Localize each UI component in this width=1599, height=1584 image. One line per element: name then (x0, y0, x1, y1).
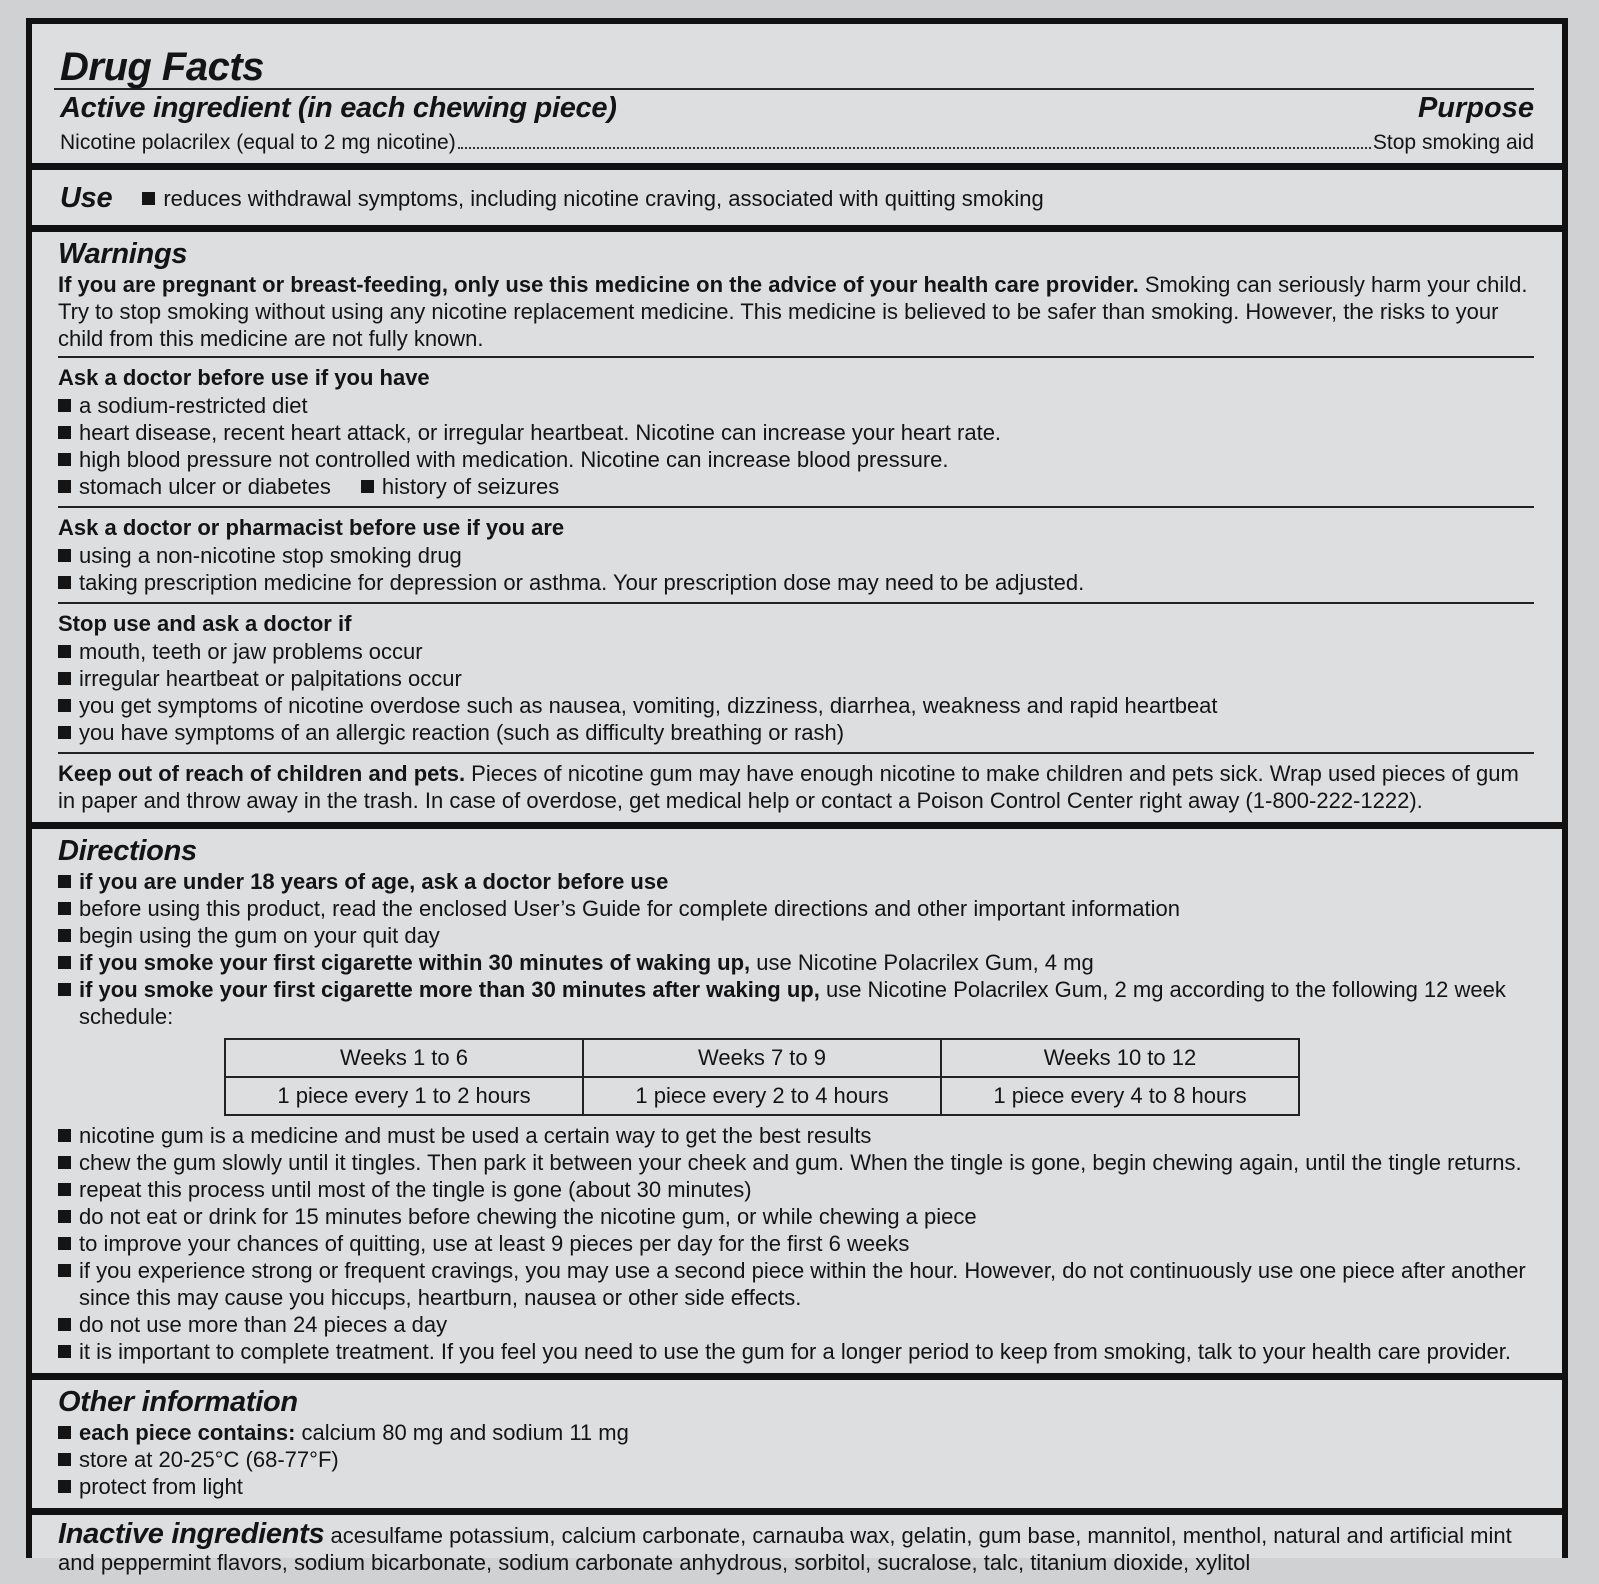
list-item (58, 1473, 1534, 1500)
list-item-text: if you experience strong or frequent cravings, you may use a second piece within the hour. However, do not continuously use one piece after another since this may cause you hiccups, heartburn, nausea or other side effects. (79, 1258, 1526, 1310)
list-item-text: it is important to complete treatment. If you feel you need to use the gum for a longer period to keep from smoking, talk to your health care provider. (79, 1339, 1511, 1364)
bullet-icon (58, 1264, 71, 1277)
table-header-cell: Weeks 1 to 6 (225, 1039, 583, 1077)
bullet-icon (58, 929, 71, 942)
ask-doctor-subsection (58, 358, 1534, 506)
list-item-text: to improve your chances of quitting, use at least 9 pieces per day for the first 6 weeks (79, 1231, 910, 1256)
bullet-icon (142, 192, 155, 205)
list-item-text: repeat this process until most of the tingle is gone (about 30 minutes) (79, 1177, 752, 1202)
list-item (58, 868, 1534, 895)
list-item-rest: use Nicotine Polacrilex Gum, 2 mg according to the following 12 week schedule: (79, 977, 1506, 1029)
warnings-section (54, 232, 1534, 822)
list-item (58, 446, 1534, 473)
bullet-icon (58, 1183, 71, 1196)
bullet-icon (58, 983, 71, 996)
table-row (225, 1077, 1299, 1115)
list-item (58, 692, 1534, 719)
list-item-text: begin using the gum on your quit day (79, 923, 440, 948)
bullet-icon (58, 1345, 71, 1358)
stop-use-subsection (58, 604, 1534, 752)
ingredient-name: Nicotine polacrilex (equal to 2 mg nicotine) (60, 131, 456, 154)
table-cell: 1 piece every 2 to 4 hours (583, 1077, 941, 1115)
list-item-bold: if you smoke your first cigarette more than 30 minutes after waking up, (79, 977, 820, 1002)
section-divider (32, 1373, 1562, 1380)
list-item-text: do not eat or drink for 15 minutes before chewing the nicotine gum, or while chewing a piece (79, 1204, 977, 1229)
pregnancy-warning-text: Smoking can seriously harm your child. Try to stop smoking without using any nicotine replacement medicine. This medicine is believed to be safer than smoking. However, the risks to your child from this medicine are not fully known. (58, 272, 1528, 351)
bullet-icon (58, 480, 71, 493)
list-item-text: protect from light (79, 1474, 243, 1499)
list-item-text: before using this product, read the enclosed User’s Guide for complete directions and other important information (79, 896, 1181, 921)
bullet-icon (58, 726, 71, 739)
bullet-icon (58, 453, 71, 466)
directions-heading: Directions (58, 835, 197, 867)
bullet-icon (58, 399, 71, 412)
active-ingredient-header (54, 90, 1534, 131)
list-item-text: chew the gum slowly until it tingles. Then park it between your cheek and gum. When the tingle is gone, begin chewing again, until the tingle returns. (79, 1150, 1522, 1175)
dosing-schedule-table (224, 1038, 1300, 1116)
list-item (58, 976, 1534, 1030)
pregnancy-warning (58, 271, 1534, 356)
bullet-icon (58, 956, 71, 969)
list-item-text: store at 20-25°C (68-77°F) (79, 1447, 339, 1472)
list-item (58, 1446, 1534, 1473)
keep-out-text: Pieces of nicotine gum may have enough nicotine to make children and pets sick. Wrap used pieces of gum in paper and throw away in the trash. In case of overdose, get medical help or contact a Poison Control Center right away (1-800-222-1222). (58, 761, 1519, 813)
list-item-text: a sodium-restricted diet (79, 393, 308, 418)
inline-list-item (58, 473, 331, 500)
bullet-icon (361, 480, 374, 493)
bullet-icon (58, 1426, 71, 1439)
warnings-heading: Warnings (58, 238, 188, 270)
list-item-text: using a non-nicotine stop smoking drug (79, 543, 462, 568)
list-item (58, 895, 1534, 922)
list-item (58, 419, 1534, 446)
leader-dots (458, 147, 1371, 149)
use-text: reduces withdrawal symptoms, including nicotine craving, associated with quitting smoking (163, 186, 1044, 211)
list-item-text: irregular heartbeat or palpitations occur (79, 666, 462, 691)
bullet-icon (58, 1237, 71, 1250)
list-item-text (79, 1419, 629, 1446)
bullet-icon (58, 426, 71, 439)
list-item (58, 1203, 1534, 1230)
list-item-rest: calcium 80 mg and sodium 11 mg (295, 1420, 629, 1445)
bullet-icon (58, 645, 71, 658)
section-divider (32, 163, 1562, 170)
active-ingredient-heading: Active ingredient (in each chewing piece) (60, 92, 617, 124)
directions-section (54, 829, 1534, 1373)
bullet-icon (58, 1210, 71, 1223)
inline-list-item (361, 473, 559, 500)
use-heading: Use (60, 182, 113, 214)
list-item (58, 949, 1534, 976)
bullet-icon (58, 875, 71, 888)
list-item-text (79, 976, 1534, 1030)
stop-use-heading: Stop use and ask a doctor if (58, 611, 352, 636)
bullet-icon (58, 576, 71, 589)
list-item-text: do not use more than 24 pieces a day (79, 1312, 448, 1337)
inactive-ingredients-section (54, 1515, 1534, 1584)
bullet-icon (58, 1453, 71, 1466)
other-information-heading: Other information (58, 1386, 298, 1418)
bullet-icon (58, 1129, 71, 1142)
list-item-text: mouth, teeth or jaw problems occur (79, 639, 423, 664)
list-item (58, 1419, 1534, 1446)
list-item (58, 473, 1534, 500)
list-item-text (79, 949, 1094, 976)
section-divider (32, 1508, 1562, 1515)
pregnancy-warning-bold: If you are pregnant or breast-feeding, only use this medicine on the advice of your health care provider. (58, 272, 1139, 297)
list-item-text: you get symptoms of nicotine overdose such as nausea, vomiting, dizziness, diarrhea, weakness and rapid heartbeat (79, 693, 1218, 718)
bullet-icon (58, 672, 71, 685)
section-divider (32, 822, 1562, 829)
bullet-icon (58, 1156, 71, 1169)
list-item (58, 542, 1534, 569)
table-header-cell: Weeks 7 to 9 (583, 1039, 941, 1077)
list-item-bold: each piece contains: (79, 1420, 296, 1445)
list-item (58, 719, 1534, 746)
ask-pharmacist-heading: Ask a doctor or pharmacist before use if you are (58, 515, 565, 540)
bullet-icon (58, 1480, 71, 1493)
list-item (58, 1311, 1534, 1338)
list-item-text: you have symptoms of an allergic reaction (such as difficulty breathing or rash) (79, 720, 845, 745)
list-item-text: nicotine gum is a medicine and must be used a certain way to get the best results (79, 1123, 872, 1148)
list-item-text: taking prescription medicine for depression or asthma. Your prescription dose may need to be adjusted. (79, 570, 1085, 595)
list-item-text: stomach ulcer or diabetes (79, 474, 331, 499)
list-item (58, 1176, 1534, 1203)
use-section (54, 170, 1534, 225)
bullet-icon (58, 549, 71, 562)
bullet-icon (58, 699, 71, 712)
list-item (58, 1149, 1534, 1176)
table-cell: 1 piece every 4 to 8 hours (941, 1077, 1299, 1115)
list-item-text: if you are under 18 years of age, ask a doctor before use (79, 869, 669, 894)
list-item-rest: use Nicotine Polacrilex Gum, 4 mg (750, 950, 1094, 975)
active-ingredient-row (54, 131, 1534, 163)
section-divider (32, 225, 1562, 232)
list-item (58, 1230, 1534, 1257)
drug-facts-panel (26, 18, 1568, 1575)
table-header-cell: Weeks 10 to 12 (941, 1039, 1299, 1077)
list-item (58, 1338, 1534, 1365)
list-item (58, 1122, 1534, 1149)
keep-out-warning (58, 754, 1534, 814)
list-item-text: history of seizures (381, 474, 560, 499)
bullet-icon (58, 1318, 71, 1331)
ask-pharmacist-subsection (58, 508, 1534, 602)
inactive-ingredients-heading: Inactive ingredients (58, 1518, 325, 1550)
drug-facts-title: Drug Facts (60, 45, 264, 89)
table-header-row (225, 1039, 1299, 1077)
list-item (58, 665, 1534, 692)
list-item (58, 922, 1534, 949)
list-item (58, 1257, 1534, 1311)
ask-doctor-heading: Ask a doctor before use if you have (58, 365, 430, 390)
bullet-icon (58, 902, 71, 915)
list-item-text: high blood pressure not controlled with medication. Nicotine can increase blood pressure. (79, 447, 949, 472)
ingredient-purpose: Stop smoking aid (1372, 131, 1534, 154)
list-item-bold: if you smoke your first cigarette within 30 minutes of waking up, (79, 950, 751, 975)
list-item (58, 392, 1534, 419)
list-item (58, 638, 1534, 665)
purpose-heading: Purpose (1417, 92, 1534, 124)
other-information-section (54, 1380, 1534, 1508)
keep-out-bold: Keep out of reach of children and pets. (58, 761, 466, 786)
list-item-text: heart disease, recent heart attack, or irregular heartbeat. Nicotine can increase your heart rate. (79, 420, 1002, 445)
inactive-ingredients-text: acesulfame potassium, calcium carbonate, carnauba wax, gelatin, gum base, mannitol, menthol, natural and artificial mint and peppermint flavors, sodium bicarbonate, sodium carbonate anhydrous, sorbitol, sucralose, talc, titanium dioxide, xylitol (58, 1523, 1512, 1575)
table-cell: 1 piece every 1 to 2 hours (225, 1077, 583, 1115)
list-item (58, 569, 1534, 596)
